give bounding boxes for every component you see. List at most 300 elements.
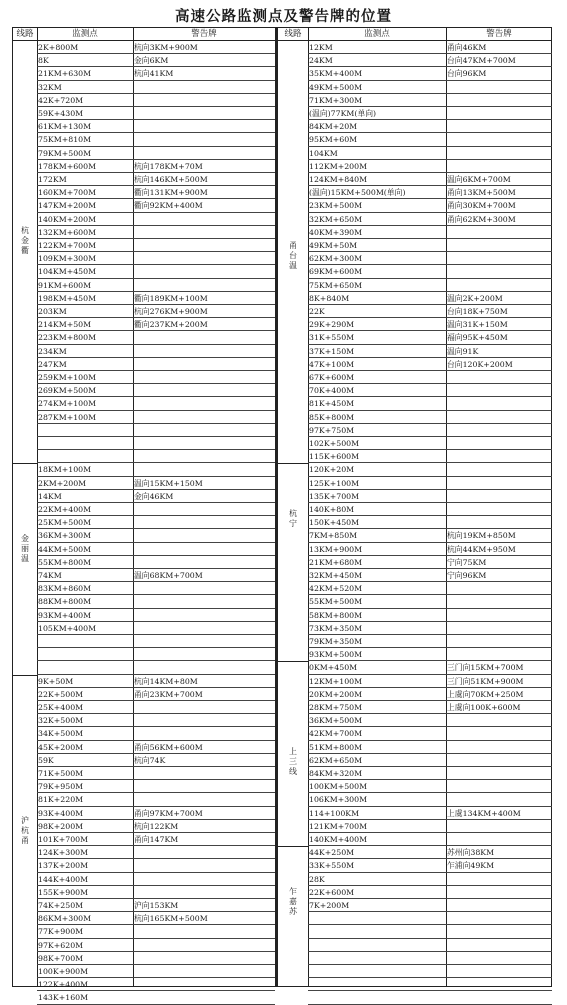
monitor-point: 71KM+300M xyxy=(308,94,446,107)
monitor-point: 23KM+500M xyxy=(308,199,446,212)
monitor-point: 20KM+200M xyxy=(308,688,446,701)
monitor-point xyxy=(308,952,446,965)
route-name: 杭金衢 xyxy=(21,226,29,255)
warning-sign: 甬向13KM+500M xyxy=(446,186,552,199)
monitor-point: 42KM+700M xyxy=(308,727,446,740)
warning-sign xyxy=(133,925,275,938)
monitor-point: 55KM+800M xyxy=(37,556,133,569)
header-sign: 警告牌 xyxy=(133,28,275,41)
right-table xyxy=(276,27,552,987)
warning-sign xyxy=(133,648,275,661)
monitor-point: 88KM+800M xyxy=(37,595,133,608)
monitor-point: 44K+250M xyxy=(308,846,446,859)
warning-sign: 台向96KM xyxy=(446,67,552,80)
warning-sign xyxy=(446,516,552,529)
monitor-point: 122K+400M xyxy=(37,978,133,991)
monitor-point: 150K+450M xyxy=(308,516,446,529)
warning-sign xyxy=(133,226,275,239)
monitor-point: 124K+300M xyxy=(37,846,133,859)
warning-sign xyxy=(446,767,552,780)
monitor-point: 22KM+400M xyxy=(37,503,133,516)
monitor-point: 85K+800M xyxy=(308,411,446,424)
monitor-point: 21KM+680M xyxy=(308,556,446,569)
warning-sign xyxy=(133,793,275,806)
warning-sign: 金向46KM xyxy=(133,490,275,503)
warning-sign xyxy=(446,635,552,648)
monitor-point: 28K xyxy=(308,873,446,886)
warning-sign xyxy=(133,252,275,265)
warning-sign xyxy=(133,767,275,780)
warning-sign xyxy=(133,939,275,952)
warning-sign: 杭向14KM+80M xyxy=(133,675,275,688)
monitor-point: 55KM+500M xyxy=(308,595,446,608)
warning-sign xyxy=(133,147,275,160)
warning-sign xyxy=(133,727,275,740)
monitor-point: 32KM+650M xyxy=(308,213,446,226)
monitor-point: 124KM+840M xyxy=(308,173,446,186)
warning-sign xyxy=(133,529,275,542)
monitor-point: 101K+700M xyxy=(37,833,133,846)
monitor-point: 120K+20M xyxy=(308,463,446,476)
warning-sign xyxy=(446,463,552,476)
warning-sign xyxy=(133,371,275,384)
monitor-point: 143K+160M xyxy=(37,991,133,1004)
warning-sign xyxy=(446,279,552,292)
warning-sign xyxy=(133,873,275,886)
monitor-point: 36KM+300M xyxy=(37,529,133,542)
monitor-point: 79KM+350M xyxy=(308,635,446,648)
warning-sign: 杭向19KM+850M xyxy=(446,529,552,542)
warning-sign xyxy=(446,160,552,173)
warning-sign xyxy=(133,622,275,635)
warning-sign: 三门向51KM+900M xyxy=(446,675,552,688)
monitor-point: 61KM+130M xyxy=(37,120,133,133)
monitor-point: 198KM+450M xyxy=(37,292,133,305)
monitor-point: 79KM+500M xyxy=(37,147,133,160)
warning-sign xyxy=(133,978,275,991)
warning-sign xyxy=(133,213,275,226)
monitor-point: 114+100KM xyxy=(308,807,446,820)
monitor-point: 93KM+500M xyxy=(308,648,446,661)
warning-sign: 杭向122KM xyxy=(133,820,275,833)
warning-sign xyxy=(446,239,552,252)
monitor-point: 8K+840M xyxy=(308,292,446,305)
warning-sign: 衢向189KM+100M xyxy=(133,292,275,305)
route-group xyxy=(278,661,308,846)
warning-sign xyxy=(446,595,552,608)
warning-sign xyxy=(133,358,275,371)
monitor-point: 269KM+500M xyxy=(37,384,133,397)
warning-sign: 金向6KM xyxy=(133,54,275,67)
monitor-point: 32KM+450M xyxy=(308,569,446,582)
warning-sign xyxy=(446,741,552,754)
route-name: 金丽温 xyxy=(21,534,29,564)
monitor-point: 115K+600M xyxy=(308,450,446,463)
monitor-point: 91KM+600M xyxy=(37,279,133,292)
warning-sign: 杭向165KM+500M xyxy=(133,912,275,925)
position-table xyxy=(12,27,552,1003)
warning-sign: 杭向74K xyxy=(133,754,275,767)
monitor-point: 42K+720M xyxy=(37,94,133,107)
warning-sign: 甬向147KM xyxy=(133,833,275,846)
warning-sign: 温向6KM+700M xyxy=(446,173,552,186)
monitor-point xyxy=(37,424,133,437)
monitor-point: 203KM xyxy=(37,305,133,318)
monitor-point: 34K+500M xyxy=(37,727,133,740)
warning-sign: 衢向237KM+200M xyxy=(133,318,275,331)
warning-sign xyxy=(446,622,552,635)
monitor-point: 234KM xyxy=(37,345,133,358)
warning-sign xyxy=(446,424,552,437)
monitor-point: 59K xyxy=(37,754,133,767)
monitor-point: 287KM+100M xyxy=(37,411,133,424)
monitor-point: 132KM+600M xyxy=(37,226,133,239)
warning-sign xyxy=(446,147,552,160)
warning-sign: 甬向46KM xyxy=(446,41,552,54)
warning-sign xyxy=(133,516,275,529)
left-table xyxy=(12,27,276,1003)
monitor-point: 81K+220M xyxy=(37,793,133,806)
warning-sign xyxy=(446,81,552,94)
warning-sign xyxy=(133,384,275,397)
warning-sign xyxy=(446,437,552,450)
monitor-point xyxy=(308,991,446,1004)
warning-sign: 台向120K+200M xyxy=(446,358,552,371)
warning-sign xyxy=(133,582,275,595)
monitor-point: 45K+200M xyxy=(37,741,133,754)
monitor-point: 104KM+450M xyxy=(37,265,133,278)
monitor-point: 31K+550M xyxy=(308,331,446,344)
monitor-point: 32KM xyxy=(37,81,133,94)
monitor-point: 35KM+400M xyxy=(308,67,446,80)
warning-sign xyxy=(446,397,552,410)
monitor-point: 121KM+700M xyxy=(308,820,446,833)
route-group xyxy=(278,846,308,1004)
warning-sign xyxy=(133,991,275,1004)
monitor-point: 29K+290M xyxy=(308,318,446,331)
monitor-point: 49KM+50M xyxy=(308,239,446,252)
monitor-point: 18KM+100M xyxy=(37,463,133,476)
monitor-point: 247KM xyxy=(37,358,133,371)
warning-sign: 宁向75KM xyxy=(446,556,552,569)
warning-sign xyxy=(133,397,275,410)
warning-sign xyxy=(133,94,275,107)
warning-sign xyxy=(446,780,552,793)
monitor-point: 104KM xyxy=(308,147,446,160)
warning-sign: 温向31K+150M xyxy=(446,318,552,331)
warning-sign xyxy=(446,107,552,120)
warning-sign: 上虞134KM+400M xyxy=(446,807,552,820)
monitor-point: 223KM+800M xyxy=(37,331,133,344)
warning-sign xyxy=(446,754,552,767)
warning-sign xyxy=(133,661,275,674)
page-title: 高速公路监测点及警告牌的位置 xyxy=(175,9,392,25)
warning-sign xyxy=(133,411,275,424)
warning-sign: 杭向276KM+900M xyxy=(133,305,275,318)
monitor-point: 137K+200M xyxy=(37,859,133,872)
monitor-point xyxy=(308,939,446,952)
monitor-point: 147KM+200M xyxy=(37,199,133,212)
warning-sign xyxy=(133,846,275,859)
monitor-point: 86KM+300M xyxy=(37,912,133,925)
monitor-point: 47K+100M xyxy=(308,358,446,371)
monitor-point: 172KM xyxy=(37,173,133,186)
warning-sign xyxy=(133,239,275,252)
monitor-point: 155K+900M xyxy=(37,886,133,899)
monitor-point: 97K+750M xyxy=(308,424,446,437)
warning-sign: 温向68KM+700M xyxy=(133,569,275,582)
monitor-point xyxy=(308,965,446,978)
monitor-point: 77K+900M xyxy=(37,925,133,938)
warning-sign: 甬向30KM+700M xyxy=(446,199,552,212)
warning-sign xyxy=(446,886,552,899)
warning-sign xyxy=(133,609,275,622)
monitor-point: 58KM+800M xyxy=(308,609,446,622)
warning-sign: 沪向153KM xyxy=(133,899,275,912)
monitor-point: 125K+100M xyxy=(308,477,446,490)
monitor-point: 22K+600M xyxy=(308,886,446,899)
monitor-point: 74KM xyxy=(37,569,133,582)
monitor-point: 62KM+650M xyxy=(308,754,446,767)
monitor-point: 140KM+200M xyxy=(37,213,133,226)
warning-sign xyxy=(133,780,275,793)
monitor-point: 13KM+900M xyxy=(308,543,446,556)
header-point: 监测点 xyxy=(37,28,133,41)
monitor-point: 67K+600M xyxy=(308,371,446,384)
warning-sign xyxy=(446,411,552,424)
warning-sign xyxy=(133,886,275,899)
warning-sign xyxy=(133,543,275,556)
header-point-right: 监测点 xyxy=(308,28,446,41)
monitor-point: 144K+400M xyxy=(37,873,133,886)
monitor-point: 25KM+500M xyxy=(37,516,133,529)
warning-sign xyxy=(133,859,275,872)
monitor-point: 98K+200M xyxy=(37,820,133,833)
warning-sign: 上虞向100K+600M xyxy=(446,701,552,714)
route-group xyxy=(278,463,308,661)
monitor-point: 79K+950M xyxy=(37,780,133,793)
warning-sign xyxy=(133,463,275,476)
warning-sign xyxy=(133,107,275,120)
monitor-point: 51KM+800M xyxy=(308,741,446,754)
warning-sign xyxy=(446,503,552,516)
warning-sign: 甬向56KM+600M xyxy=(133,741,275,754)
warning-sign: 温向91K xyxy=(446,345,552,358)
monitor-point: 7K+200M xyxy=(308,899,446,912)
warning-sign: 衢向92KM+400M xyxy=(133,199,275,212)
warning-sign: 福向95K+450M xyxy=(446,331,552,344)
warning-sign xyxy=(133,265,275,278)
warning-sign xyxy=(133,556,275,569)
monitor-point xyxy=(37,450,133,463)
monitor-point xyxy=(37,648,133,661)
monitor-point: 25K+400M xyxy=(37,701,133,714)
monitor-point: 0KM+450M xyxy=(308,661,446,674)
warning-sign xyxy=(446,991,552,1004)
monitor-point: 95KM+60M xyxy=(308,133,446,146)
monitor-point: 32K+500M xyxy=(37,714,133,727)
warning-sign xyxy=(446,873,552,886)
monitor-point: 44KM+500M xyxy=(37,543,133,556)
monitor-point xyxy=(308,925,446,938)
header-route: 线路 xyxy=(13,28,37,41)
warning-sign xyxy=(133,635,275,648)
monitor-point: 100K+900M xyxy=(37,965,133,978)
monitor-point: (温向)77KM(单向) xyxy=(308,107,446,120)
warning-sign xyxy=(446,899,552,912)
monitor-point: 84KM+20M xyxy=(308,120,446,133)
monitor-point: 73KM+350M xyxy=(308,622,446,635)
monitor-point: 33K+550M xyxy=(308,859,446,872)
monitor-point: 70K+400M xyxy=(308,384,446,397)
monitor-point: 36KM+500M xyxy=(308,714,446,727)
warning-sign xyxy=(133,701,275,714)
warning-sign xyxy=(133,450,275,463)
warning-sign: 三门向15KM+700M xyxy=(446,661,552,674)
monitor-point: 93KM+400M xyxy=(37,609,133,622)
warning-sign xyxy=(446,371,552,384)
monitor-point xyxy=(37,635,133,648)
warning-sign: 台向47KM+700M xyxy=(446,54,552,67)
monitor-point: 83KM+860M xyxy=(37,582,133,595)
header-sign-right: 警告牌 xyxy=(446,28,552,41)
warning-sign xyxy=(133,595,275,608)
monitor-point: 122KM+700M xyxy=(37,239,133,252)
warning-sign: 乍浦向49KM xyxy=(446,859,552,872)
monitor-point: 81K+450M xyxy=(308,397,446,410)
warning-sign xyxy=(446,226,552,239)
warning-sign xyxy=(446,648,552,661)
monitor-point: 178KM+600M xyxy=(37,160,133,173)
warning-sign xyxy=(446,490,552,503)
monitor-point: 22K+500M xyxy=(37,688,133,701)
warning-sign xyxy=(446,582,552,595)
monitor-point: 12KM xyxy=(308,41,446,54)
monitor-point: 21KM+630M xyxy=(37,67,133,80)
warning-sign xyxy=(446,820,552,833)
monitor-point: 40KM+390M xyxy=(308,226,446,239)
warning-sign xyxy=(133,345,275,358)
warning-sign xyxy=(446,120,552,133)
warning-sign: 温向15KM+150M xyxy=(133,477,275,490)
warning-sign: 甬向62KM+300M xyxy=(446,213,552,226)
monitor-point: 106KM+300M xyxy=(308,793,446,806)
monitor-point: 135K+700M xyxy=(308,490,446,503)
warning-sign xyxy=(133,503,275,516)
route-name: 杭宁 xyxy=(289,509,297,529)
warning-sign: 温向2K+200M xyxy=(446,292,552,305)
warning-sign: 台向18K+750M xyxy=(446,305,552,318)
warning-sign: 衢向131KM+900M xyxy=(133,186,275,199)
warning-sign: 杭向146KM+500M xyxy=(133,173,275,186)
monitor-point: 24KM xyxy=(308,54,446,67)
warning-sign xyxy=(446,133,552,146)
monitor-point: 22K xyxy=(308,305,446,318)
warning-sign xyxy=(446,912,552,925)
monitor-point: 100KM+500M xyxy=(308,780,446,793)
monitor-point: 74K+250M xyxy=(37,899,133,912)
warning-sign xyxy=(446,833,552,846)
warning-sign xyxy=(446,477,552,490)
warning-sign: 杭向178KM+70M xyxy=(133,160,275,173)
monitor-point xyxy=(308,912,446,925)
monitor-point: 9K+50M xyxy=(37,675,133,688)
warning-sign xyxy=(446,384,552,397)
monitor-point: 59K+430M xyxy=(37,107,133,120)
warning-sign xyxy=(446,793,552,806)
monitor-point: 75KM+650M xyxy=(308,279,446,292)
monitor-point: 214KM+50M xyxy=(37,318,133,331)
warning-sign: 上虞向70KM+250M xyxy=(446,688,552,701)
warning-sign xyxy=(133,952,275,965)
route-group xyxy=(13,41,37,463)
warning-sign xyxy=(446,939,552,952)
warning-sign: 宁向96KM xyxy=(446,569,552,582)
warning-sign: 甬向23KM+700M xyxy=(133,688,275,701)
monitor-point: 14KM xyxy=(37,490,133,503)
monitor-point xyxy=(37,661,133,674)
warning-sign xyxy=(446,978,552,991)
monitor-point: 160KM+700M xyxy=(37,186,133,199)
warning-sign xyxy=(133,714,275,727)
warning-sign xyxy=(133,133,275,146)
monitor-point: 93K+400M xyxy=(37,807,133,820)
monitor-point: 75KM+810M xyxy=(37,133,133,146)
route-group xyxy=(13,463,37,674)
warning-sign xyxy=(133,424,275,437)
warning-sign xyxy=(446,714,552,727)
warning-sign xyxy=(446,609,552,622)
warning-sign xyxy=(446,265,552,278)
monitor-point: (温向)15KM+500M(单向) xyxy=(308,186,446,199)
route-name: 乍嘉苏 xyxy=(289,887,297,917)
warning-sign xyxy=(133,437,275,450)
warning-sign xyxy=(446,727,552,740)
warning-sign: 杭向41KM xyxy=(133,67,275,80)
warning-sign: 苏州向38KM xyxy=(446,846,552,859)
warning-sign xyxy=(133,331,275,344)
monitor-point: 69KM+600M xyxy=(308,265,446,278)
warning-sign xyxy=(446,450,552,463)
monitor-point: 28KM+750M xyxy=(308,701,446,714)
monitor-point: 2KM+200M xyxy=(37,477,133,490)
warning-sign: 杭向44KM+950M xyxy=(446,543,552,556)
monitor-point: 37K+150M xyxy=(308,345,446,358)
route-group xyxy=(13,675,37,1005)
route-name: 上三线 xyxy=(289,747,297,777)
warning-sign xyxy=(446,925,552,938)
monitor-point: 62KM+300M xyxy=(308,252,446,265)
warning-sign xyxy=(446,252,552,265)
monitor-point: 274KM+100M xyxy=(37,397,133,410)
warning-sign xyxy=(446,965,552,978)
monitor-point: 97K+620M xyxy=(37,939,133,952)
warning-sign xyxy=(133,279,275,292)
monitor-point: 105KM+400M xyxy=(37,622,133,635)
monitor-point: 140K+80M xyxy=(308,503,446,516)
monitor-point: 140KM+400M xyxy=(308,833,446,846)
monitor-point: 2K+800M xyxy=(37,41,133,54)
warning-sign xyxy=(133,81,275,94)
route-group xyxy=(278,41,308,463)
monitor-point xyxy=(37,437,133,450)
monitor-point: 42KM+520M xyxy=(308,582,446,595)
route-name: 沪杭甬 xyxy=(21,815,29,845)
monitor-point: 71K+500M xyxy=(37,767,133,780)
monitor-point: 112KM+200M xyxy=(308,160,446,173)
warning-sign xyxy=(133,965,275,978)
warning-sign xyxy=(446,952,552,965)
